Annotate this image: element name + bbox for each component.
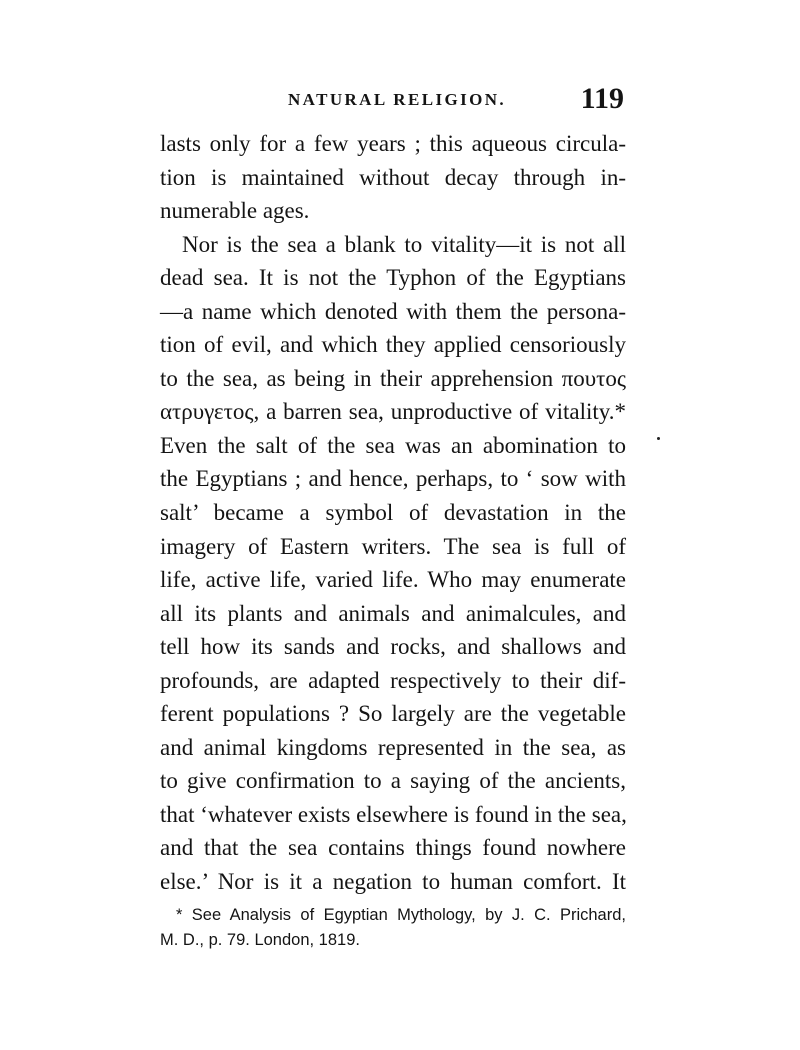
text-line: profounds, are adapted respectively to their dif- xyxy=(160,667,626,693)
text-line: and that the sea contains things found nowhere xyxy=(160,835,626,861)
footnote xyxy=(160,903,626,953)
text-line: Nor is the sea a blank to vitality—it is not all xyxy=(182,231,626,257)
text-line: imagery of Eastern writers. The sea is full of xyxy=(160,533,626,559)
text-line: dead sea. It is not the Typhon of the Egyptians xyxy=(160,265,626,291)
text-line: numerable ages. xyxy=(160,198,310,224)
text-line: and animal kingdoms represented in the sea, as xyxy=(160,734,626,760)
page-number: 119 xyxy=(580,82,624,115)
text-line: ferent populations ? So largely are the vegetable xyxy=(160,701,626,727)
text-line: the Egyptians ; and hence, perhaps, to ‘ sow with xyxy=(160,466,626,492)
text-line: lasts only for a few years ; this aqueous circula- xyxy=(160,131,626,156)
running-title: NATURAL RELIGION. xyxy=(288,90,507,109)
footnote-line: * See Analysis of Egyptian Mythology, by J. C. Prichard, xyxy=(176,906,626,924)
text-line: all its plants and animals and animalcules, and xyxy=(160,600,626,626)
text-line: —a name which denoted with them the persona- xyxy=(160,298,626,324)
running-head xyxy=(160,82,626,122)
body-text xyxy=(160,127,626,899)
text-line: to give confirmation to a saying of the ancients, xyxy=(160,768,626,794)
text-line: life, active life, varied life. Who may enumerate xyxy=(160,567,626,593)
footnote-line: M. D., p. 79. London, 1819. xyxy=(160,931,360,949)
text-line: else.’ Nor is it a negation to human comfort. It xyxy=(160,869,626,895)
text-line: Even the salt of the sea was an abomination to xyxy=(160,432,626,458)
text-line: tell how its sands and rocks, and shallows and xyxy=(160,634,626,660)
text-line: to the sea, as being in their apprehension πουτος xyxy=(160,365,626,391)
text-line: salt’ became a symbol of devastation in the xyxy=(160,500,626,526)
text-line: tion is maintained without decay through in- xyxy=(160,164,626,190)
text-line: ατρυγετος, a barren sea, unproductive of vitality.* xyxy=(160,399,626,425)
text-line: that ‘whatever exists elsewhere is found in the sea, xyxy=(160,801,627,827)
text-line: tion of evil, and which they applied censoriously xyxy=(160,332,626,358)
margin-speck xyxy=(657,437,660,440)
